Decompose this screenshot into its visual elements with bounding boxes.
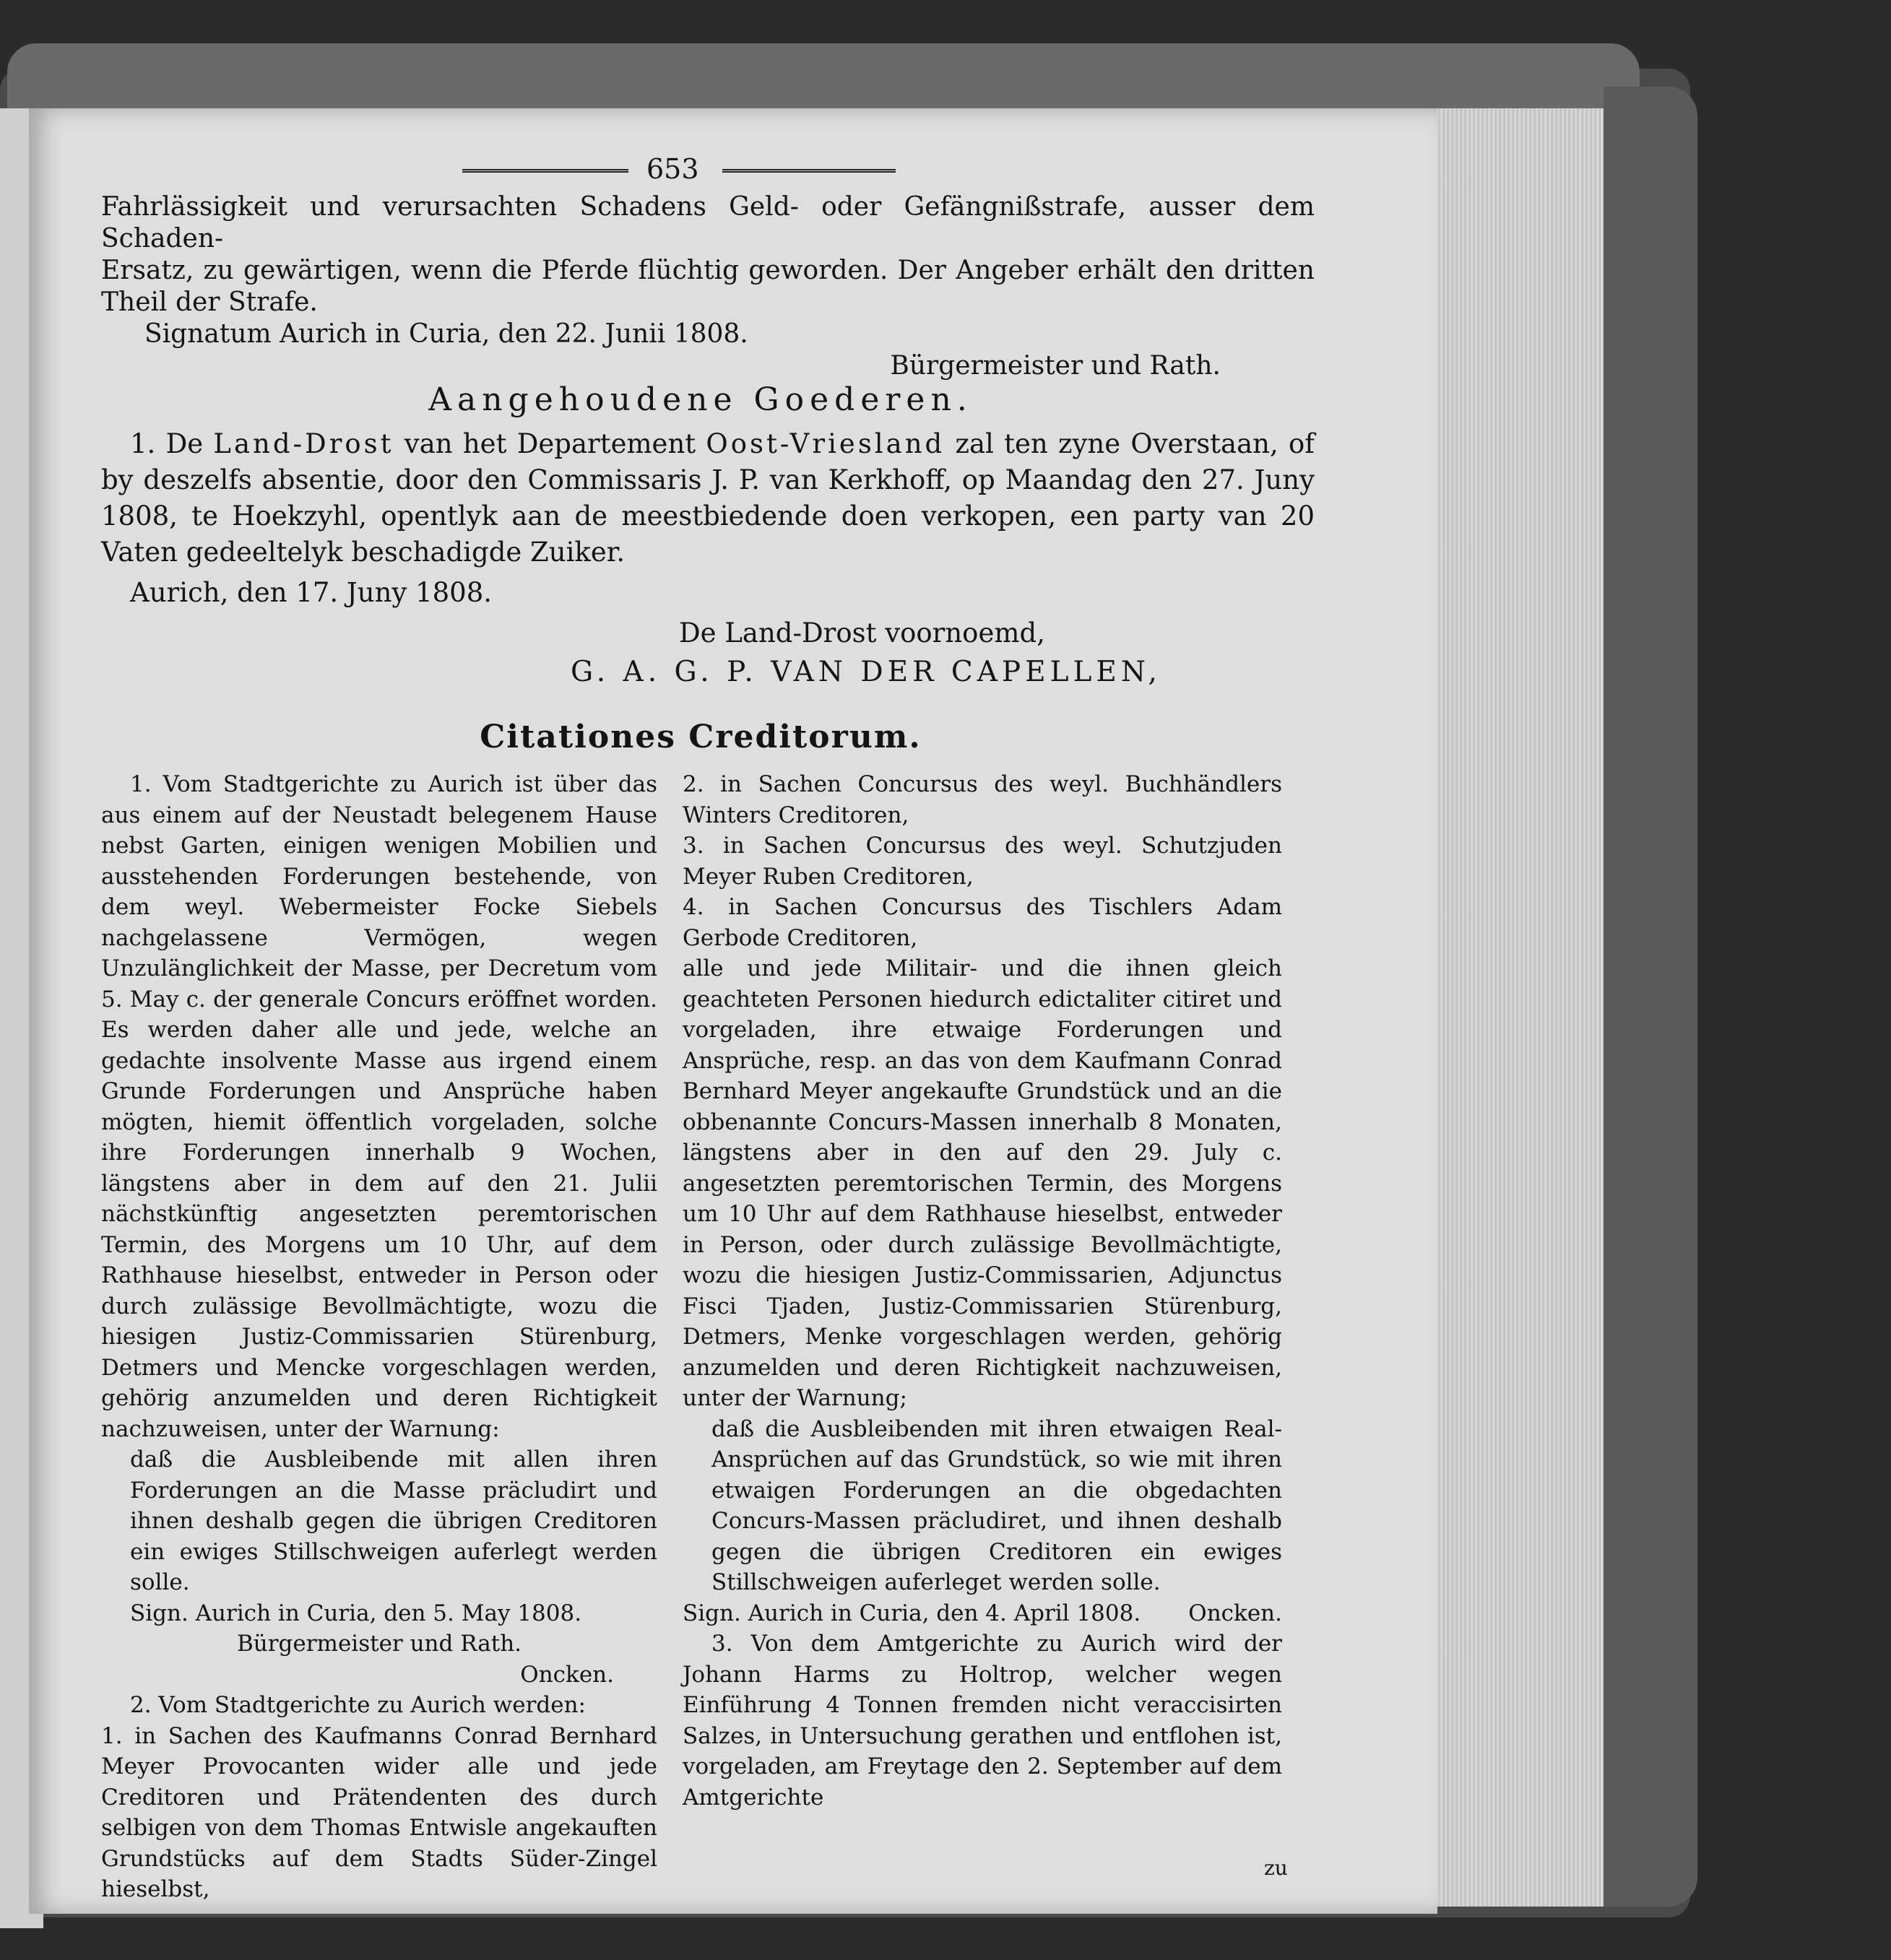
citation-2-item-1: 1. in Sachen des Kaufmanns Conrad Bernhard Meyer Provocanten wider alle und jede Creditoren und Prätendenten des durch selbigen von dem Thomas Entwisle angekauften Grundstücks auf dem Stadts Süder-Zingel hieselbst,	[101, 1722, 657, 1902]
citation-1: 1. Vom Stadtgerichte zu Aurich ist über das aus einem auf der Neustadt belegenem Hause nebst Garten, einigen wenigen Mobilien und ausstehenden Forderungen bestehende, von dem weyl. Webermeister Focke Siebels nachgelassene Vermögen, wegen Unzulänglichkeit der Masse, per Decretum vom 5. May c. der generale Concurs eröffnet worden. Es werden daher alle und jede, welche an gedachte insolvente Masse aus irgend einem Grunde Forderungen und Ansprüche haben mögten, hiemit öffentlich vorgeladen, solche ihre Forderungen innerhalb 9 Wochen, längstens aber in dem auf den 21. Julii nächstkünftig angesetzten peremtorischen Termin, des Morgens um 10 Uhr, auf dem Rathhause hieselbst, entweder in Person oder durch zulässige Bevollmächtigte, wozu die hiesigen Justiz-Commissarien Stürenburg, Detmers und Mencke vorgeschlagen werden, gehörig anzumelden und deren Richtigkeit nachzuweisen, unter der Warnung:	[101, 771, 657, 1442]
signature-authority: Bürgermeister und Rath.	[890, 351, 1221, 381]
book-spine-top	[7, 43, 1640, 108]
top-line: Ersatz, zu gewärtigen, wenn die Pferde flüchtig geworden. Der Angeber erhält den dritten	[101, 256, 1315, 285]
citation-2-signature: Sign. Aurich in Curia, den 4. April 1808.	[683, 1600, 1141, 1626]
citation-1-signer: Oncken.	[520, 1661, 614, 1688]
citation-2-summons: alle und jede Militair- und die ihnen gleich geachteten Personen hiedurch edictaliter citiret und vorgeladen, ihre etwaige Forderungen und Ansprüche, resp. an das von dem Kaufmann Conrad Bernhard Meyer angekaufte Grundstück und an die obbenannte Concurs-Massen innerhalb 8 Monaten, längstens aber in den auf den 29. July c. angesetzten peremtorischen Termin, des Morgens um 10 Uhr auf dem Rathhause hieselbst, entweder in Person, oder durch zulässige Bevollmächtigte, wozu die hiesigen Justiz-Commissarien, Adjunctus Fisci Tjaden, Justiz-Commissarien Stürenburg, Detmers, Menke vorgeschlagen werden, gehörig anzumelden und deren Richtigkeit nachzuweisen, unter der Warnung;	[683, 955, 1282, 1411]
top-line: Fahrlässigkeit und verursachten Schadens Geld- oder Gefängnißstrafe, ausser dem Schaden-	[101, 192, 1315, 253]
header-rule-right	[722, 169, 896, 173]
signature-line: Signatum Aurich in Curia, den 22. Junii 1808.	[144, 319, 748, 349]
citation-1-warning: daß die Ausbleibende mit allen ihren Forderungen an die Masse präcludirt und ihnen deshalb gegen die übrigen Creditoren ein ewiges Stillschweigen auferlegt werden solle.	[130, 1447, 657, 1595]
dutch-office: De Land-Drost voornoemd,	[679, 617, 1045, 649]
citation-2-item-2: 2. in Sachen Concursus des weyl. Buchhändlers Winters Creditoren,	[683, 771, 1282, 828]
citation-1-authority: Bürgermeister und Rath.	[236, 1631, 522, 1657]
citation-2-signer: Oncken.	[1188, 1600, 1282, 1626]
continued-text	[101, 191, 1315, 382]
citationes-title: Citationes Creditorum.	[480, 719, 922, 755]
dutch-paragraph	[101, 426, 1315, 571]
catchword: zu	[1264, 1856, 1288, 1880]
citation-3: 3. Von dem Amtgerichte zu Aurich wird der Johann Harms zu Holtrop, welcher wegen Einführung 4 Tonnen fremden nicht veraccisirten Salzes, in Untersuchung gerathen und entflohen ist, vorgeladen, am Freytage den 2. September auf dem Amtgerichte	[683, 1631, 1282, 1811]
dutch-text: van het Departement	[394, 428, 706, 459]
landdrost-title: Land-Drost	[213, 428, 394, 459]
left-column	[101, 769, 657, 1905]
citation-2-intro: 2. Vom Stadtgerichte zu Aurich werden:	[130, 1692, 586, 1718]
top-line: Theil der Strafe.	[101, 287, 318, 317]
header-rule-left	[462, 169, 628, 173]
page-number: 653	[646, 153, 699, 185]
citation-2-warning: daß die Ausbleibenden mit ihren etwaigen Real-Ansprüchen auf das Grundstück, so wie mit ihren etwaigen Forderungen an die obgedachten Concurs-Massen präcludiret, und ihnen deshalb gegen die übrigen Creditoren ein ewiges Stillschweigen auferleget werden solle.	[711, 1415, 1282, 1595]
region-name: Oost-Vriesland	[706, 428, 946, 459]
citation-2-item-4: 4. in Sachen Concursus des Tischlers Adam Gerbode Creditoren,	[683, 894, 1282, 951]
dutch-notice	[101, 426, 1315, 690]
citation-1-signature: Sign. Aurich in Curia, den 5. May 1808.	[130, 1600, 582, 1626]
dutch-text: 1. De	[130, 428, 214, 459]
page-header	[29, 153, 1437, 189]
dutch-signatory: G. A. G. P. VAN DER CAPELLEN,	[571, 656, 1161, 688]
right-column	[683, 769, 1282, 1813]
page-stack-edge	[1437, 108, 1611, 1907]
dutch-text: zal ten zyne Overstaan, of by deszelfs absentie, door den Commissaris J. P. van Kerkhoff, op Maandag den 27. Juny 1808, te Hoekzyhl, opentlyk aan de meestbiedende doen verkopen, een party van 20 Vaten gedeeltelyk beschadigde Zuiker.	[101, 428, 1315, 568]
dutch-date: Aurich, den 17. Juny 1808.	[130, 577, 492, 608]
printed-page	[29, 108, 1437, 1914]
book-cover-edge	[1604, 87, 1697, 1907]
section-title: Aangehoudene Goederen.	[428, 381, 973, 418]
citation-2-item-3: 3. in Sachen Concursus des weyl. Schutzjuden Meyer Ruben Creditoren,	[683, 833, 1282, 890]
citation-2-signature-row	[683, 1598, 1282, 1629]
